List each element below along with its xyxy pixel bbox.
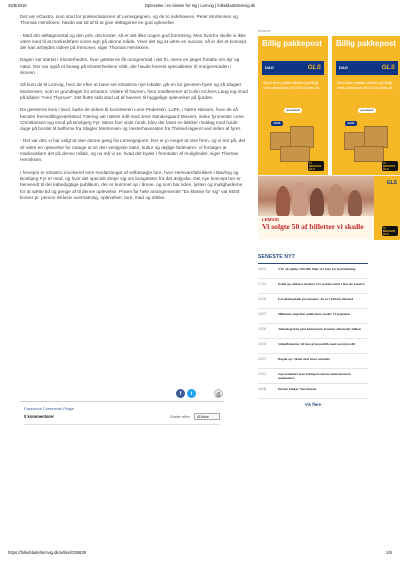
article-paragraph: - Med det deltagerantal og den pris, det koster, så er det ikke nogen god forretning. Men hvorfor skulle vi ikke være med til at markedsføre vores egn på denne måde. Viser det sig at være en succes, så er det et koncept, der kan arbejdes videre på fremover, siger Thomas Henriksen. [20,32,248,51]
article-paragraph: Dagen var startet i Klosterheden, hvor gæsterne fik morgenmad i det fri, mens en jæger fortalte om dyr og natur. Der var også et besøg på Klosterhedens Vildt, der havde leveret specialiteter til morgenmaden i skoven. [20,57,240,76]
news-headline[interactable]: Militante angriber politi flere steder i Tjetjenien [278,311,350,316]
facebook-icon[interactable] [176,389,185,398]
news-headline[interactable]: Bagde op: Skole skal have nu ledre [278,356,331,361]
ad-label: Annonce [258,29,271,33]
news-time: 15:12 [258,372,267,376]
share-toolbar [176,389,224,399]
news-headline[interactable]: Gps-kalender kan hurtigere nøvne adskred mere mennesker [278,371,351,380]
article-paragraph: - Det var det, vi har valgt at vise denne gang fra Lemvigegnen. Der er jo meget at vise frem, og vi tror på, det vil være en oplevelse for mange at se den vestjyske natur, kultur og dejlige fødevarer. Vi forsøger at markedsføre det på denne måde, og nu må vi se, hvad det byder i fremtiden af muligheder, siger Thomas Henriksen. [20,138,246,163]
vi-bruger-gls-badge: VI BRUGER GLS [308,161,324,171]
gls-logo: GLS [386,180,397,186]
seneste-nyt-heading: SENESTE NYT [258,254,368,264]
print-glyph: ⎙ [216,391,221,398]
news-headline[interactable]: Forsikringsfolk på Amager: To er i kritisk tilstand [278,296,353,301]
comment-divider [24,424,220,425]
ad-headline: Billig pakkepost [336,39,396,48]
news-item[interactable] [258,384,368,399]
print-page-number: 2/6 [386,550,392,555]
article-paragraph: Da gæsterne kom i land, kørte de videre til kunstneren Lone Pedersen, LoPe, i Nørre Nissum, hvor de så hendes fremstillingsværksted. Færing var næste mål med Jens Søndergaard Museet, inden fynmester Lene Christiansen tog imod på Bovbjerg Fyr. Mens hun viste rundt, blev der lavet en lækker middag med hvide duge på bordet til bøffome fra Slagter Mortensen og Vesterhavsosten fra Thisted-lageret ved siden af fyret. [20,107,244,132]
sort-label: Sortér efter [170,414,191,419]
crowd-photo [258,176,374,216]
gls-strip [374,176,400,240]
news-time: 20:39 [258,297,267,301]
news-time: 15:37 [258,357,267,361]
news-item[interactable] [258,339,368,354]
twitter-icon[interactable] [187,389,196,398]
vi-bruger-gls-badge: VI BRUGER GLS [382,161,398,171]
news-item[interactable] [258,324,368,339]
comment-count: 0 kommentarer [24,414,55,419]
gls-logo: GLS [307,64,321,71]
seneste-nyt-list [258,254,368,407]
news-time: 15:30 [258,342,267,346]
news-time: 16:01 [258,267,267,271]
news-item[interactable] [258,354,368,369]
parcel-boxes-image [266,118,322,162]
print-footer [8,550,392,558]
dao-badge: DAO [271,121,283,126]
parcel-boxes-image [340,118,396,162]
print-page-title: Oplevelse i en klasse for sig | Lemvig | folkebladetlemvig.dk [144,3,256,8]
ad-billig-pakkepost[interactable] [332,36,400,179]
dao-logo: DAO [265,65,274,70]
print-date: 25/8/2016 [8,3,27,8]
comment-bar [24,414,220,422]
print-url: https://folkebladetlemvig.dk/artikel/338839 [8,550,86,555]
news-item[interactable] [258,294,368,309]
postnord-logo: postnord [358,108,376,113]
news-headline[interactable]: Sideeffekterne vil løse grøn politik med social profil [278,341,355,346]
gls-banner [262,61,324,75]
show-more-link[interactable]: Vis flere [304,402,322,407]
gls-banner [336,61,398,75]
news-headline[interactable]: Derfor lukker Skovhusset [278,386,317,391]
article-paragraph: Det var eGastro, som stod for præsentationen af Lemvigegnen, og de to indehavere, Peter Mortensen og Thomas Henriksen, havde sat tid af til at give deltagerne en god oplevelse. [20,14,238,26]
postnord-logo: postnord [284,108,302,113]
print-icon[interactable] [214,389,223,398]
facebook-glyph: f [179,390,182,397]
sort-select[interactable]: Ældste [194,413,220,420]
comment-divider [20,401,224,402]
news-item[interactable] [258,279,368,294]
ad-body: Send dine pakker sikkert og billigt med pakkepost på GoGoGratis.dk [263,81,319,90]
dao-logo: DAO [339,65,348,70]
news-time: 17:10 [258,282,267,286]
ad-headline: Vi solgte 50 af billetter vi skulle [262,222,364,231]
news-headline[interactable]: Teknologi kan give hånd mere frontier alternativ bilkon [278,326,362,331]
news-item[interactable] [258,369,368,384]
ad-headline: Billig pakkepost [262,39,322,48]
ad-body: Send dine pakker sikkert og billigt med pakkepost på GoGoGratis.dk [337,81,393,90]
news-time: 15:08 [258,387,267,391]
gls-logo: GLS [381,64,395,71]
ad-billig-pakkepost[interactable] [258,36,328,179]
ad-lemvig-banner[interactable] [258,175,400,239]
news-headline[interactable]: VW vil tjekke 700.000 biler for fare for kortslutning [278,266,356,271]
article-paragraph: Så kom de til Lemvig, hvor de efter at have set eGastros nye lokaler, gik en tur gennem byen og så Slagter Mortensen, som er grundlaget for eGastro. Videre til havnen, hvor medlemmer af Colin Archers Laug tog imod på båden "Anni Thyrsoe". Det flotte skib stod ud af havnen til hyggelige oplevelser på fjorden. [20,82,248,100]
dao-badge: DAO [345,121,357,126]
article-paragraph: I forvejen er eGastro involveret som medarrangør af velbesøgte ture, hvor Hemvarefabrikken i Bøvling og Bovbjerg Fyr er med, og hvor det specielt drejer sig om busgæster fra det østjyske. Det nye koncept her er henvendt til det købedygtige publikum, der er kommet op i årene, og som har tiden, lysten og mulighederne for at sætte tid og penge af til denne oplevelse. Prisen for hele arrangementet "En klasse for sig" var 6500 kroner pr. person inklusiv overnatning, oplevelser, ture, mad og drikke. [20,169,243,200]
twitter-glyph: t [190,390,193,397]
news-time: 16:37 [258,312,267,316]
news-time: 15:30 [258,327,267,331]
article-body [20,14,248,207]
vi-bruger-gls-badge: VI BRUGER GLS [382,226,398,236]
news-headline[interactable]: Politi og soldater dræber 14 i narkorazzia i Rio de Janeiro [278,281,365,286]
news-item[interactable] [258,309,368,324]
print-header [8,3,392,11]
news-item[interactable] [258,264,368,279]
lemvig-brand: LEMVIG [262,217,280,222]
facebook-comments-plugin-link[interactable]: Facebook Comments Plugin [24,406,75,411]
